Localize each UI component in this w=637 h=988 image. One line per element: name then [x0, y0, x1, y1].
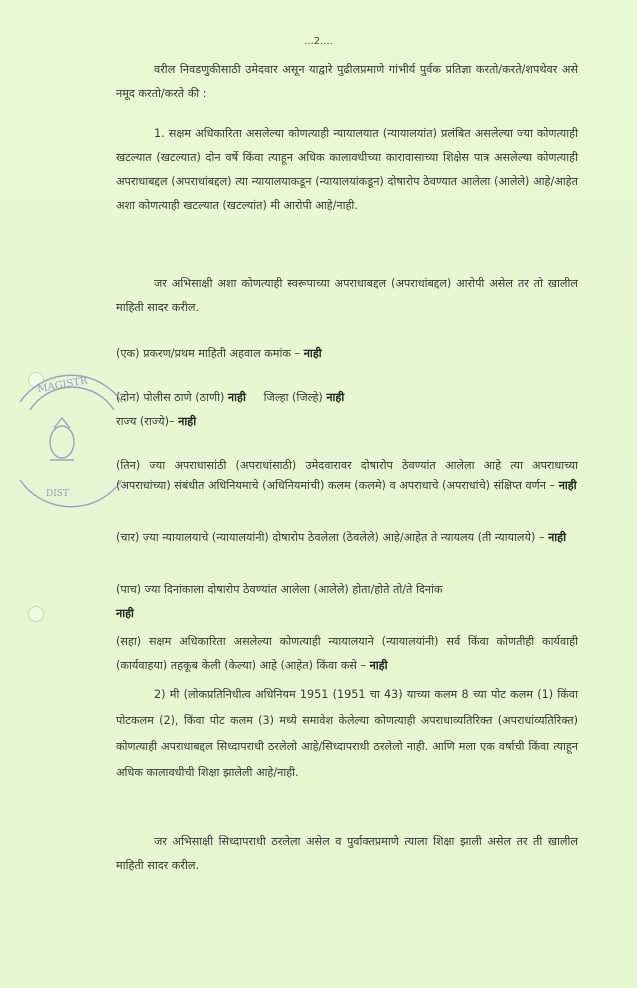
punch-hole: [28, 606, 44, 622]
intro-paragraph: वरील निवडणुकीसाठी उमेदवार असून याद्वारे पुढीलप्रमाणे गांभीर्य पुर्वक प्रतिज्ञा करतो/करते/शपथेवर असे नमूद करतो/करते की :: [116, 63, 578, 100]
question-two-text: (दोन) पोलीस ठाणे (ठाणी): [116, 391, 225, 404]
question-six-text: (सहा) सक्षम अधिकारिता असलेल्या कोणत्याही न्यायालयाने (न्यायालयांनी) सर्व किंवा कोणतीही कार्यवाही (कार्यवाहया) तहकूब केली (केल्या) आहे (आहेत) किंवा कसे –: [116, 635, 578, 672]
if-convicted-paragraph: जर अभिसाक्षी सिध्दापराधी ठरलेला असेल व पुर्वाक्तप्रमाणे त्याला शिक्षा झाली असेल तर ती खालील माहिती सादर करील.: [116, 835, 578, 872]
state-label: राज्य (राज्ये)–: [116, 415, 175, 428]
district-label: जिल्हा (जिल्हे): [263, 391, 323, 404]
stamp-top-text: MAGISTR: [36, 375, 89, 396]
page-number: ...2....: [304, 36, 333, 47]
question-five-answer: नाही: [116, 607, 134, 620]
question-four-answer: नाही: [548, 531, 567, 544]
question-one-text: (एक) प्रकरण/प्रथम माहिती अहवाल कमांक –: [116, 347, 301, 360]
question-four-text: (चार) ज्या न्यायालयाचे (न्यायालयांनी) दोषारोप ठेवलेला (ठेवलेले) आहे/आहेत ते न्यायलय (ती न्यायालये) –: [116, 531, 545, 544]
official-seal-stamp: [10, 362, 128, 512]
question-two: [116, 386, 578, 434]
if-accused-paragraph: जर अभिसाक्षी अशा कोणत्याही स्वरूपाच्या अपराधाबद्दल (अपराधांबद्दल) आरोपी असेल तर तो खालील माहिती सादर करील.: [116, 277, 578, 314]
question-three-answer: नाही: [558, 479, 577, 492]
stamp-bottom-text: DIST: [46, 489, 69, 499]
clause-1: 1. सक्षम अधिकारिता असलेल्या कोणत्याही न्यायालयात (न्यायालयांत) प्रलंबित असलेल्या ज्या कोणत्याही खटल्यात (खटल्यात) दोन वर्षे किंवा त्याहून अधिक कालावधीच्या कारावासाच्या शिक्षेस पात्र असलेल्या कोणत्याही अपराधाबद्दल (अपराधांबद्दल) त्या न्यायालयाकडून (न्यायालयांकडून) दोषारोप ठेवण्यात आलेला (आलेले) आहे/आहेत अशा कोणत्याही खटल्यात (खटल्यांत) मी आरोपी आहे/नाही.: [116, 127, 578, 212]
question-six-answer: नाही: [369, 659, 388, 672]
question-three: [116, 456, 578, 496]
state-answer: नाही: [178, 415, 197, 428]
question-four: [116, 526, 578, 550]
clause-2: 2) मी (लोकप्रतिनिधीत्व अधिनियम 1951 (1951 चा 43) याच्या कलम 8 च्या पोट कलम (1) किंवा पोटकलम (2), किंवा पोट कलम (3) मध्ये समावेश केलेल्या कोणत्याही अपराधाव्यतिरिक्त (अपराधांव्यतिरिक्त) कोणत्याही अपराधाबद्दल सिध्दापराधी ठरलेलो आहे/सिध्दापराधी ठरलेलो नाही. आणि मला एक वर्षाची किंवा त्याहून अधिक कालावधीची शिक्षा झालेली आहे/नाही.: [116, 688, 578, 779]
question-two-answer: नाही: [227, 391, 246, 404]
question-five-text: (पाच) ज्या दिनांकाला दोषारोप ठेवण्यांत आलेला (आलेले) होता/होते तो/ते दिनांक: [116, 583, 443, 596]
question-one-answer: नाही: [303, 347, 322, 360]
question-five: [116, 578, 578, 626]
district-answer: नाही: [326, 391, 345, 404]
question-one: [116, 342, 578, 366]
question-three-text: (तिन) ज्या अपराधासांठी (अपराधांसाठी) उमेदवारावर दोषारोप ठेवण्यांत आलेला आहे त्या अपराधाच्या (अपराधांच्या) संबंधीत अधिनियमाचे (अधिनियमांची) कलम (कलमे) व अपराधाचे (अपराधांचे) संक्षिप्त वर्णन –: [116, 459, 578, 492]
question-six: [116, 630, 578, 678]
